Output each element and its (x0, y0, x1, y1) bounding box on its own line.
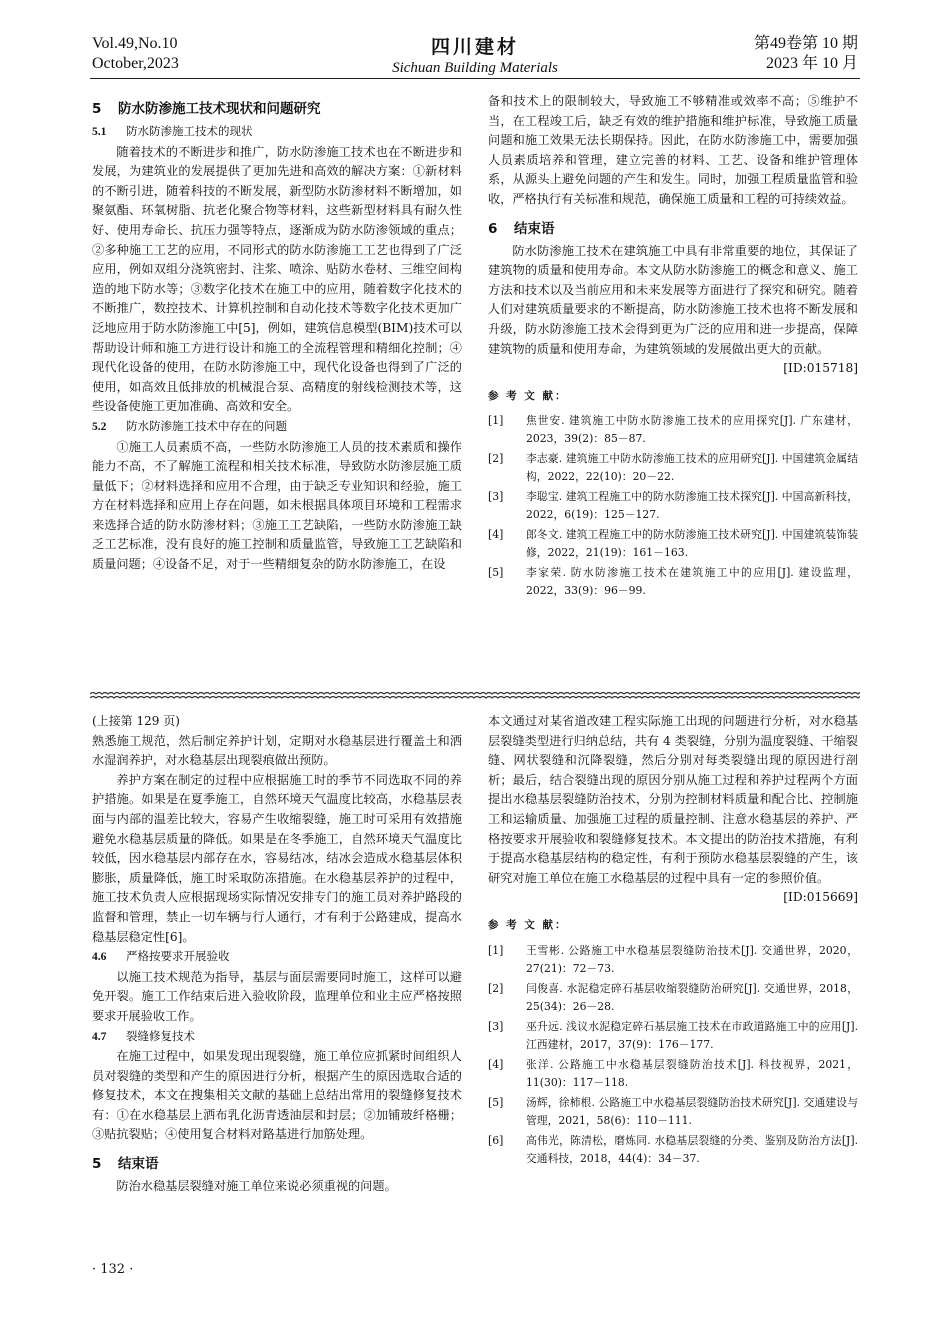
header-right (754, 34, 858, 74)
reference-text: 高伟光，陈清松，磨炼同. 水稳基层裂缝的分类、鉴别及防治方法[J]. 交通科技，2018，44(4)：34－37. (526, 1133, 858, 1165)
reference-number: [1] (488, 943, 504, 957)
reference-text: 郎冬文. 建筑工程施工中的防水防渗施工技术研究[J]. 中国建筑装饰装修，2022，21(19)：161－163. (526, 528, 858, 560)
reference-number: [5] (488, 1095, 504, 1109)
subsection-heading: 5.2 防水防渗施工技术中存在的问题 (92, 418, 287, 433)
reference-item (488, 942, 858, 978)
paragraph: 在施工过程中，如果发现出现裂缝，施工单位应抓紧时间组织人员对裂缝的类型和产生的原因进行分析，根据产生的原因选取合适的修复技术，本文在搜集相关文献的基础上总结出常用的裂缝修复技术有：①在水稳基层上洒布乳化沥青透油层和封层；②加铺玻纤格栅；③贴抗裂贴；④使用复合材料对路基进行加筋处理。 (92, 1049, 462, 1142)
references-title: 参 考 文 献： (488, 389, 568, 402)
bottom-left-column (92, 712, 462, 1197)
article-id: [ID:015718] (783, 361, 858, 376)
paragraph: 随着技术的不断进步和推广，防水防渗施工技术也在不断进步和发展，为建筑业的发展提供了更加先进和高效的解决方案：①新材料的不断引进，随着科技的不断发展，新型防水防渗材料不断增加，如聚氨酯、环氧树脂、抗老化聚合物等材料，这些新型材料具有耐久性好、使用寿命长、抗压力强等特点，逐渐成为防水防渗领域的重点；②多种施工工艺的应用，不同形式的防水防渗施工工艺也得到了广泛应用，例如双组分浇筑密封、注浆、喷涂、贴防水卷材、三维空间构造的地下防水等；③数字化技术在施工中的应用，随着数字化技术的不断推广，数控技术、计算机控制和自动化技术等数字化技术更加广泛地应用于防水防渗施工中[5]，例如，建筑信息模型(BIM)技术可以帮助设计师和施工方进行设计和施工的全流程管理和精细化控制；④现代化设备的使用，在防水防渗施工中，现代化设备也得到了广泛的使用，如高效且低排放的机械混合泵、高精度的射线检测技术等，这些设备使施工更加准确、高效和安全。 (92, 144, 462, 414)
reference-text: 张洋. 公路施工中水稳基层裂缝防治技术[J]. 科技视界，2021，11(30)：117－118. (526, 1057, 858, 1089)
header-rule (90, 78, 860, 79)
paragraph: 备和技术上的限制较大，导致施工不够精准或效率不高；⑤维护不当，在工程竣工后，缺乏有效的维护措施和维护标准，导致施工质量问题和施工效果无法长期保持。因此，在防水防渗施工中，需要加强人员素质培养和管理，建立完善的材料、工艺、设备和维护管理体系，从源头上避免问题的产生和发生。同时，加强工程质量监管和验收，严格执行有关标准和规范，确保施工质量和工程的可持续效益。 (488, 94, 858, 206)
reference-item (488, 1056, 858, 1092)
top-right-column (488, 92, 858, 602)
journal-english-title: Sichuan Building Materials (392, 60, 558, 76)
section-heading: 6 结束语 (488, 220, 555, 237)
reference-number: [3] (488, 490, 504, 504)
reference-item (488, 980, 858, 1016)
section-heading: 5 结束语 (92, 1156, 159, 1173)
reference-item (488, 564, 858, 600)
reference-number: [2] (488, 981, 504, 995)
paragraph: ①施工人员素质不高，一些防水防渗施工人员的技术素质和操作能力不高，不了解施工流程和相关技术标准，导致防水防渗层施工质量低下；②材料选择和应用不合理，由于缺乏专业知识和经验，施工方在材料选择和应用上存在问题，如未根据具体项目环境和工程需求来选择合适的防水防渗材料；③施工工艺缺陷，一些防水防渗施工缺乏工艺标准，没有良好的施工控制和质量监管，导致施工工艺缺陷和质量问题；④设备不足，对于一些精细复杂的防水防渗施工，在设 (92, 439, 462, 572)
reference-text: 汤辉，徐柿根. 公路施工中水稳基层裂缝防治技术研究[J]. 交通建设与管理，2021，58(6)：110－111. (526, 1095, 858, 1127)
reference-list (488, 942, 858, 1168)
subsection-heading: 5.1 防水防渗施工技术的现状 (92, 124, 253, 138)
reference-text: 焦世安. 建筑施工中防水防渗施工技术的应用探究[J]. 广东建材，2023，39(2)：85－87. (526, 414, 858, 446)
reference-text: 王雪彬. 公路施工中水稳基层裂缝防治技术[J]. 交通世界，2020，27(21)：72－73. (526, 943, 858, 975)
reference-text: 李家荣. 防水防渗施工技术在建筑施工中的应用[J]. 建设监理，2022，33(9)：96－99. (526, 566, 858, 598)
section-heading: 5 防水防渗施工技术现状和问题研究 (92, 101, 321, 117)
top-left-column (92, 96, 462, 575)
journal-logo: 四川建材 (430, 36, 519, 58)
volume-number: Vol.49,No.10 (92, 35, 178, 52)
issue-date: October,2023 (92, 55, 179, 72)
subsection-heading: 4.7 裂缝修复技术 (92, 1028, 195, 1043)
paragraph: 养护方案在制定的过程中应根据施工时的季节不同选取不同的养护措施。如果是在夏季施工，自然环境天气温度比较高，水稳基层表面与内部的温差比较大，容易产生收缩裂缝，施工时可采用有效措施避免水稳基层质量的降低。如果是在冬季施工，自然环境天气温度比较低，因水稳基层内部存在水，容易结冰，结冰会造成水稳基层体积膨胀，质量降低，施工时采取防冻措施。在水稳基层养护的过程中，施工技术负责人应根据现场实际情况安排专门的施工员对养护路段的监督和管理，禁止一切车辆与行人通行，才有利于公路建成，提高水稳基层稳定性[6]。 (92, 772, 462, 944)
reference-list (488, 412, 858, 600)
issue-date-cn: 2023 年 10 月 (765, 55, 858, 72)
subsection-heading: 4.6 严格按要求开展验收 (92, 949, 230, 964)
page-number: · 132 · (92, 1262, 134, 1277)
reference-text: 李志豪. 建筑施工中防水防渗施工技术的应用研究[J]. 中国建筑金属结构，2022，22(10)：20－22. (526, 452, 858, 484)
header-left (92, 34, 179, 74)
reference-item (488, 450, 858, 486)
reference-item (488, 488, 858, 524)
reference-number: [4] (488, 1057, 504, 1071)
paragraph: 以施工技术规范为指导，基层与面层需要同时施工，这样可以避免开裂。施工工作结束后进入验收阶段，监理单位和业主应严格按照要求开展验收工作。 (92, 969, 462, 1023)
reference-text: 巫升远. 浅议水泥稳定碎石基层施工技术在市政道路施工中的应用[J]. 江西建材，2017，37(9)：176－177. (526, 1019, 858, 1051)
reference-item (488, 1132, 858, 1168)
reference-number: [4] (488, 528, 504, 542)
paragraph: 本文通过对某省道改建工程实际施工出现的问题进行分析，对水稳基层裂缝类型进行归纳总结，共有 4 类裂缝，分别为温度裂缝、干缩裂缝、网状裂缝和沉降裂缝，然后分别对每类裂缝出现的原因进行剖析；最后，结合裂缝出现的原因分别从施工过程和养护过程两个方面提出水稳基层裂缝防治技术，分别为控制材料质量和配合比、控制施工和运输质量、加强施工过程的质量控制、注意水稳基层的养护、严格按要求开展验收和裂缝修复技术。本文提出的防治技术措施，有利于提高水稳基层结构的稳定性，有利于预防水稳基层裂缝的产生，该研究对施工单位在施工水稳基层的过程中具有一定的参照价值。 (488, 714, 858, 885)
reference-number: [6] (488, 1133, 504, 1147)
reference-item (488, 1094, 858, 1130)
header-center (360, 36, 590, 78)
reference-text: 李聪宝. 建筑工程施工中的防水防渗施工技术探究[J]. 中国高新科技，2022，6(19)：125－127. (526, 490, 858, 522)
reference-item (488, 526, 858, 562)
article-id: [ID:015669] (783, 890, 858, 905)
volume-number-cn: 第49卷第 10 期 (753, 35, 858, 52)
reference-item (488, 1018, 858, 1054)
references-title: 参 考 文 献： (488, 918, 568, 931)
reference-number: [2] (488, 452, 504, 466)
continuation-note: (上接第 129 页) (92, 714, 180, 728)
reference-number: [1] (488, 414, 504, 428)
paragraph: 防治水稳基层裂缝对施工单位来说必须重视的问题。 (116, 1179, 397, 1194)
bottom-right-column (488, 712, 858, 1170)
wavy-divider (90, 690, 860, 702)
reference-number: [3] (488, 1019, 504, 1033)
reference-number: [5] (488, 566, 504, 580)
reference-item (488, 412, 858, 448)
reference-text: 闫俊喜. 水泥稳定碎石基层收缩裂缝防治研究[J]. 交通世界，2018，25(34)：26－28. (526, 981, 858, 1013)
paragraph: 防水防渗施工技术在建筑施工中具有非常重要的地位，其保证了建筑物的质量和使用寿命。本文从防水防渗施工的概念和意义、施工方法和技术以及当前应用和未来发展等方面进行了探究和研究。随着人们对建筑质量要求的不断提高，防水防渗施工技术也将不断发展和升级，防水防渗施工技术会得到更为广泛的应用和进一步提高，保障建筑物的质量和使用寿命，为建筑领域的发展做出更大的贡献。 (488, 243, 858, 356)
paragraph: 熟悉施工规范，然后制定养护计划，定期对水稳基层进行覆盖土和洒水湿润养护，对水稳基层出现裂痕做出预防。 (92, 733, 462, 768)
